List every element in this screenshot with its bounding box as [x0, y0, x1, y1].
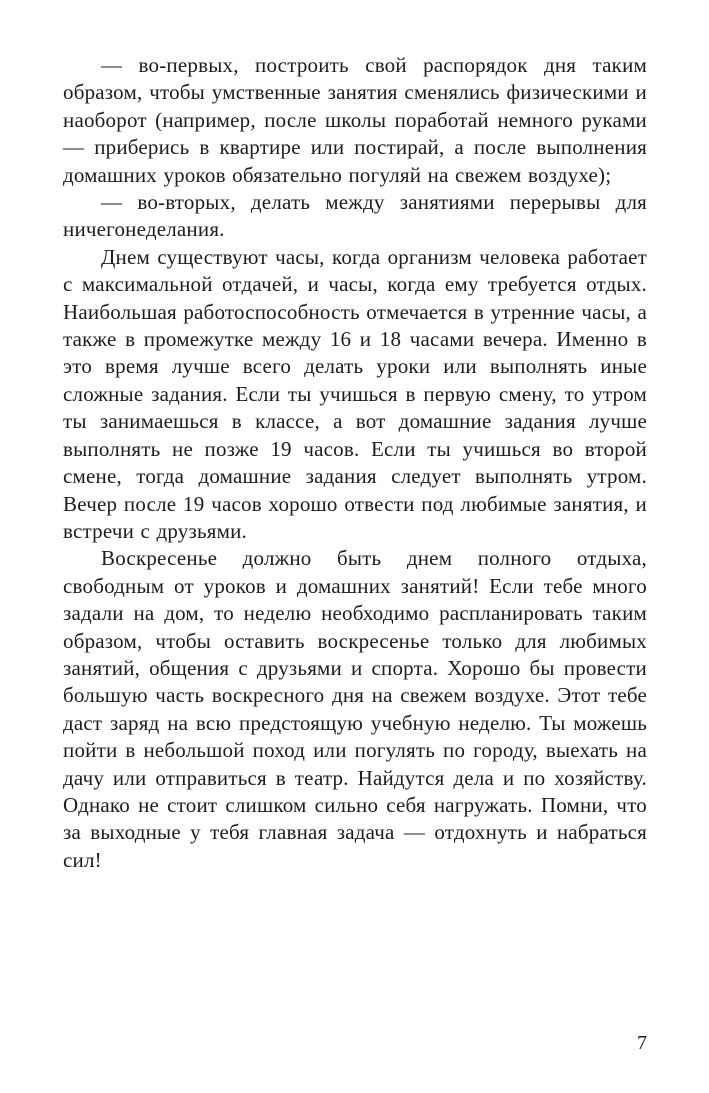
- paragraph-daytime-hours: Днем существуют часы, когда организм человека работает с максимальной отдачей, и часы, когда ему требуется отдых. Наибольшая работоспособность отмечается в утренние часы, а также в промежутке между 16 и 18 часами вечера. Именно в это время лучше всего делать уроки или выполнять иные сложные задания. Если ты учишься в первую смену, то утром ты занимаешься в классе, а вот домашние задания лучше выполнять не позже 19 часов. Если ты учишься во второй смене, тогда домашние задания следует выполнять утром. Вечер после 19 часов хорошо отвести под любимые занятия, и встречи с друзьями.: [63, 244, 647, 543]
- page-text-block: [63, 52, 647, 874]
- paragraph-secondly: — во-вторых, делать между занятиями перерывы для ничегонеделания.: [63, 190, 647, 242]
- page-number: 7: [637, 1032, 647, 1054]
- paragraph-firstly: — во-первых, построить свой распорядок дня таким образом, чтобы умственные занятия сменялись физическими и наоборот (например, после школы поработай немного руками — приберись в квартире или постирай, а после выполнения домашних уроков обязательно погуляй на свежем воздухе);: [63, 53, 647, 187]
- paragraph-sunday-rest: Воскресенье должно быть днем полного отдыха, свободным от уроков и домашних занятий! Если тебе много задали на дом, то неделю необходимо распланировать таким образом, чтобы оставить воскресенье только для любимых занятий, общения с друзьями и спорта. Хорошо бы провести большую часть воскресного дня на свежем воздухе. Этот тебе даст заряд на всю предстоящую учебную неделю. Ты можешь пойти в небольшой поход или погулять по городу, выехать на дачу или отправиться в театр. Найдутся дела и по хозяйству. Однако не стоит слишком сильно себя нагружать. Помни, что за выходные у тебя главная задача — отдохнуть и набраться сил!: [63, 546, 647, 872]
